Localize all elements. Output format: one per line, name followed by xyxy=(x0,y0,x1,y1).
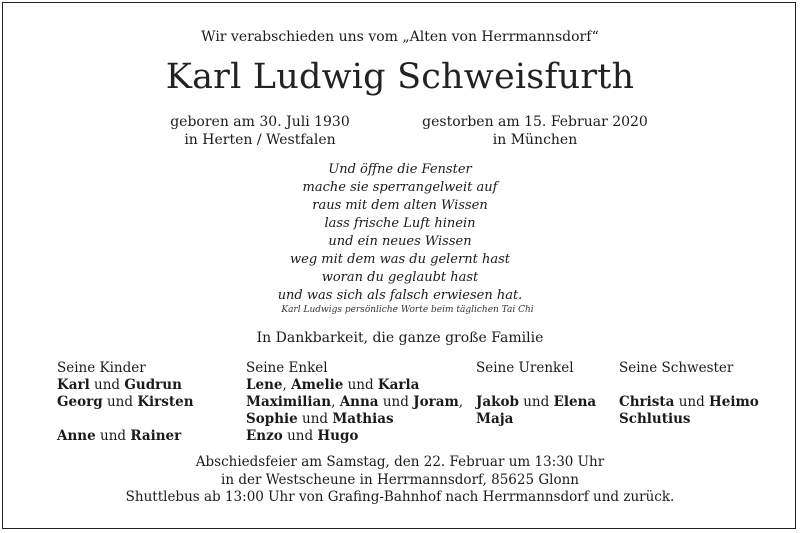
poem-source: Karl Ludwigs persönliche Worte beim täglichen Tai Chi xyxy=(281,305,534,315)
death-place: in München xyxy=(492,132,578,148)
family-row: Jakob und Elena xyxy=(476,394,597,410)
ceremony-info xyxy=(0,454,800,507)
family-great-grandchildren xyxy=(476,360,596,428)
family-row: Karl und Gudrun xyxy=(57,377,182,393)
poem-line: woran du geglaubt hast xyxy=(321,270,479,285)
ceremony-shuttle: Shuttlebus ab 13:00 Uhr von Grafing-Bahnhof nach Herrmannsdorf und zurück. xyxy=(125,489,675,505)
poem-line: und ein neues Wissen xyxy=(328,234,472,249)
children-heading: Seine Kinder xyxy=(57,360,146,376)
family-row: Lene, Amelie und Karla xyxy=(246,377,420,393)
poem-line: weg mit dem was du gelernt hast xyxy=(290,252,510,267)
family-grandchildren xyxy=(246,360,463,445)
poem-line: raus mit dem alten Wissen xyxy=(312,198,488,213)
family-row-spacer xyxy=(57,411,194,428)
family-row: Maximilian, Anna und Joram, xyxy=(246,394,464,410)
ceremony-location: in der Westscheune in Herrmannsdorf, 85625 Glonn xyxy=(221,471,579,488)
death-info xyxy=(420,113,650,149)
family-row: Enzo und Hugo xyxy=(246,428,359,444)
grandchildren-heading: Seine Enkel xyxy=(246,360,328,376)
intro-line: Wir verabschieden uns vom „Alten von Herrmannsdorf“ xyxy=(201,29,599,45)
family-row: Christa und Heimo xyxy=(619,394,759,410)
family-row: Anne und Rainer xyxy=(57,428,182,444)
family-row: Maja xyxy=(476,411,514,427)
poem-line: und was sich als falsch erwiesen hat. xyxy=(277,288,523,303)
poem xyxy=(0,161,800,305)
family-row-spacer xyxy=(619,377,759,394)
death-date: gestorben am 15. Februar 2020 xyxy=(422,114,648,130)
poem-line: Und öffne die Fenster xyxy=(328,162,472,177)
great-grandchildren-heading: Seine Urenkel xyxy=(476,360,574,376)
sister-heading: Seine Schwester xyxy=(619,360,734,376)
ceremony-date: Abschiedsfeier am Samstag, den 22. Februar um 13:30 Uhr xyxy=(195,454,605,470)
family-children xyxy=(57,360,194,445)
family-sister xyxy=(619,360,759,428)
poem-line: lass frische Luft hinein xyxy=(324,216,476,231)
family-row: Sophie und Mathias xyxy=(246,411,394,427)
thanks-line: In Dankbarkeit, die ganze große Familie xyxy=(256,330,544,346)
family-row: Schlutius xyxy=(619,411,691,427)
birth-info xyxy=(170,113,350,149)
family-row: Georg und Kirsten xyxy=(57,394,194,410)
birth-place: in Herten / Westfalen xyxy=(184,132,336,148)
family-row-spacer xyxy=(476,377,596,394)
birth-date: geboren am 30. Juli 1930 xyxy=(170,114,350,130)
poem-line: mache sie sperrangelweit auf xyxy=(302,180,498,195)
deceased-name: Karl Ludwig Schweisfurth xyxy=(165,57,635,97)
